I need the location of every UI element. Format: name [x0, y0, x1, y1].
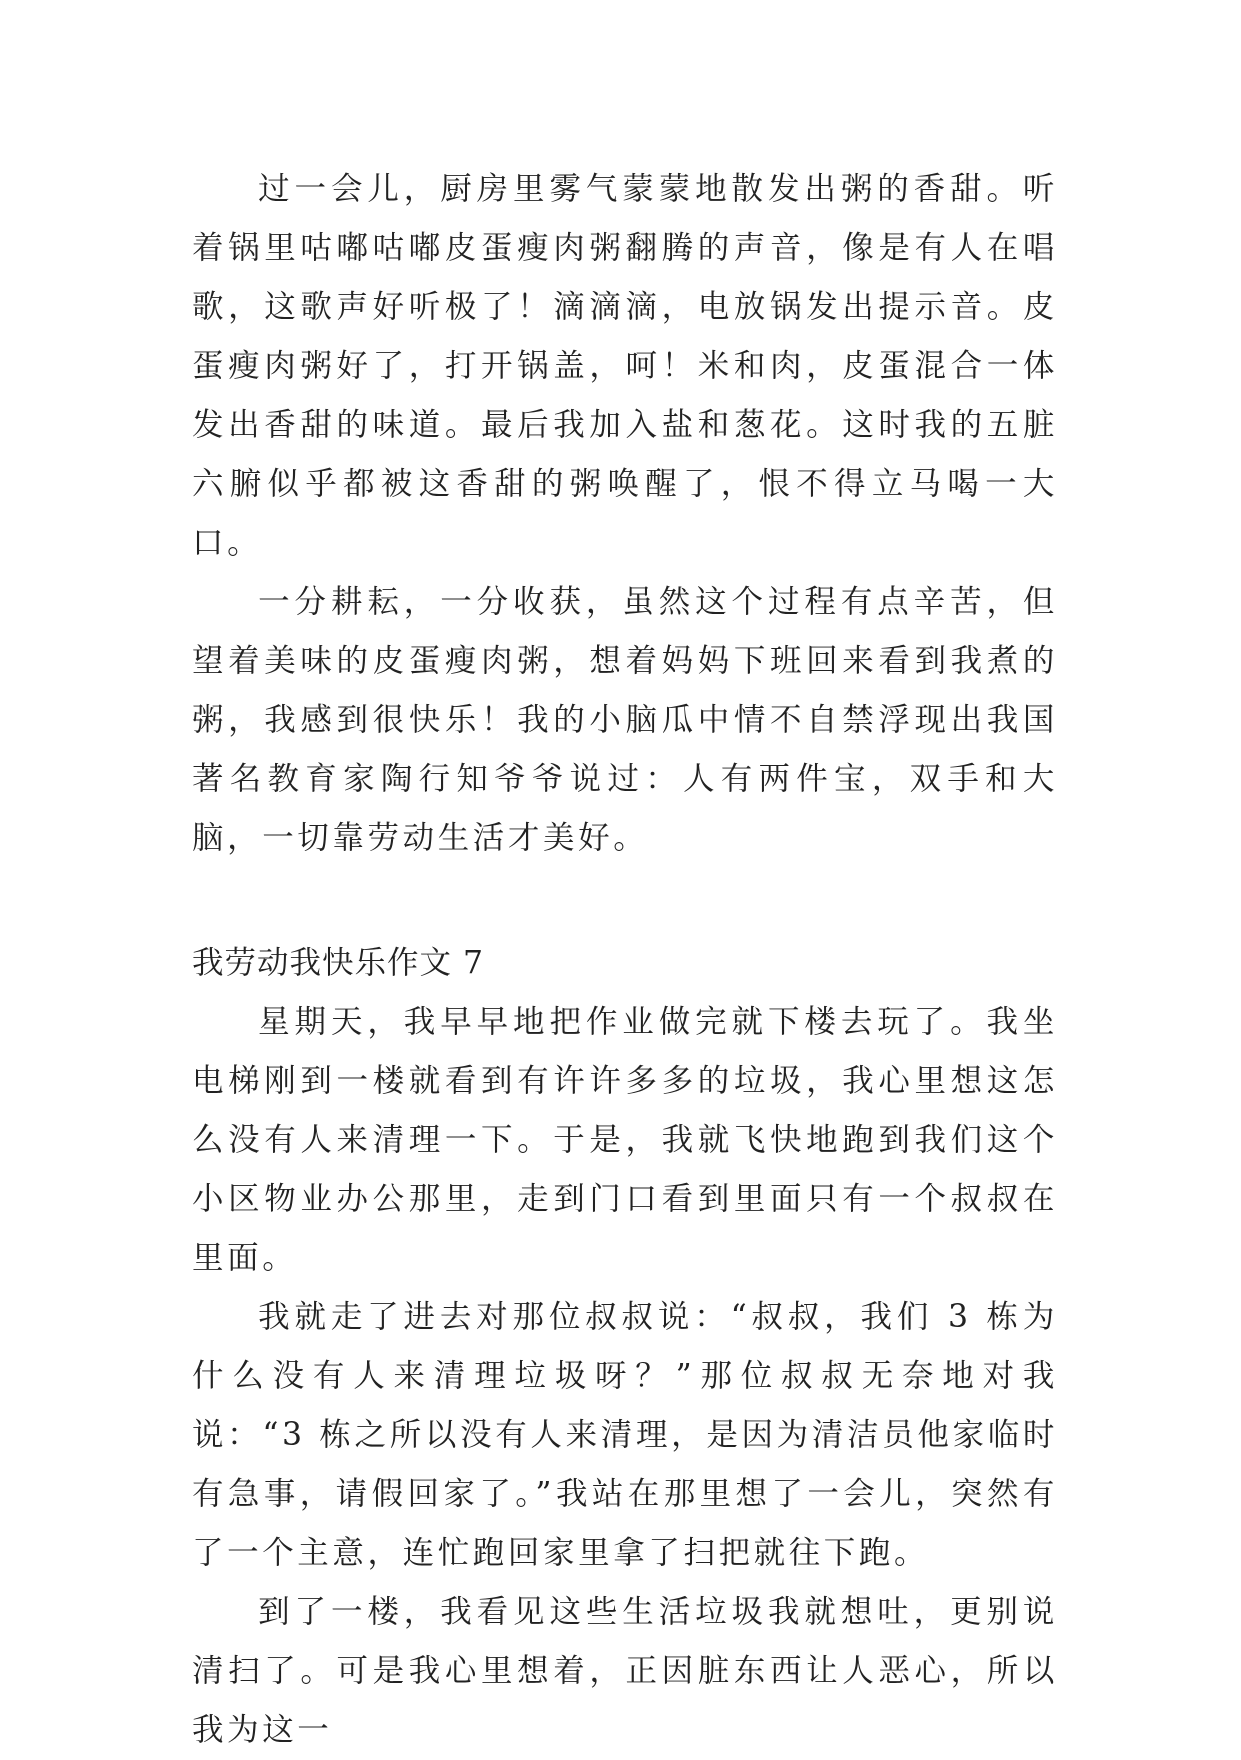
section-spacer [192, 868, 1058, 934]
document-body [192, 160, 1058, 1760]
paragraph: 到了一楼，我看见这些生活垃圾我就想吐，更别说清扫了。可是我心里想着，正因脏东西让人恶心，所以我为这一 [192, 1594, 1058, 1748]
paragraph: 我就走了进去对那位叔叔说：“叔叔，我们 3 栋为什么没有人来清理垃圾呀？”那位叔叔无奈地对我说：“3 栋之所以没有人来清理，是因为清洁员他家临时有急事，请假回家了。”我站在那里想了一会儿，突然有了一个主意，连忙跑回家里拿了扫把就往下跑。 [192, 1299, 1058, 1571]
paragraph: 星期天，我早早地把作业做完就下楼去玩了。我坐电梯刚到一楼就看到有许许多多的垃圾，我心里想这怎么没有人来清理一下。于是，我就飞快地跑到我们这个小区物业办公那里，走到门口看到里面只有一个叔叔在里面。 [192, 1004, 1058, 1276]
section-title: 我劳动我快乐作文 7 [192, 945, 485, 981]
paragraph: 过一会儿，厨房里雾气蒙蒙地散发出粥的香甜。听着锅里咕嘟咕嘟皮蛋瘦肉粥翻腾的声音，像是有人在唱歌，这歌声好听极了！滴滴滴，电放锅发出提示音。皮蛋瘦肉粥好了，打开锅盖，呵！米和肉，皮蛋混合一体发出香甜的味道。最后我加入盐和葱花。这时我的五脏六腑似乎都被这香甜的粥唤醒了，恨不得立马喝一大口。 [192, 171, 1058, 561]
paragraph: 一分耕耘，一分收获，虽然这个过程有点辛苦，但望着美味的皮蛋瘦肉粥，想着妈妈下班回来看到我煮的粥，我感到很快乐！我的小脑瓜中情不自禁浮现出我国著名教育家陶行知爷爷说过：人有两件宝，双手和大脑，一切靠劳动生活才美好。 [192, 584, 1058, 856]
